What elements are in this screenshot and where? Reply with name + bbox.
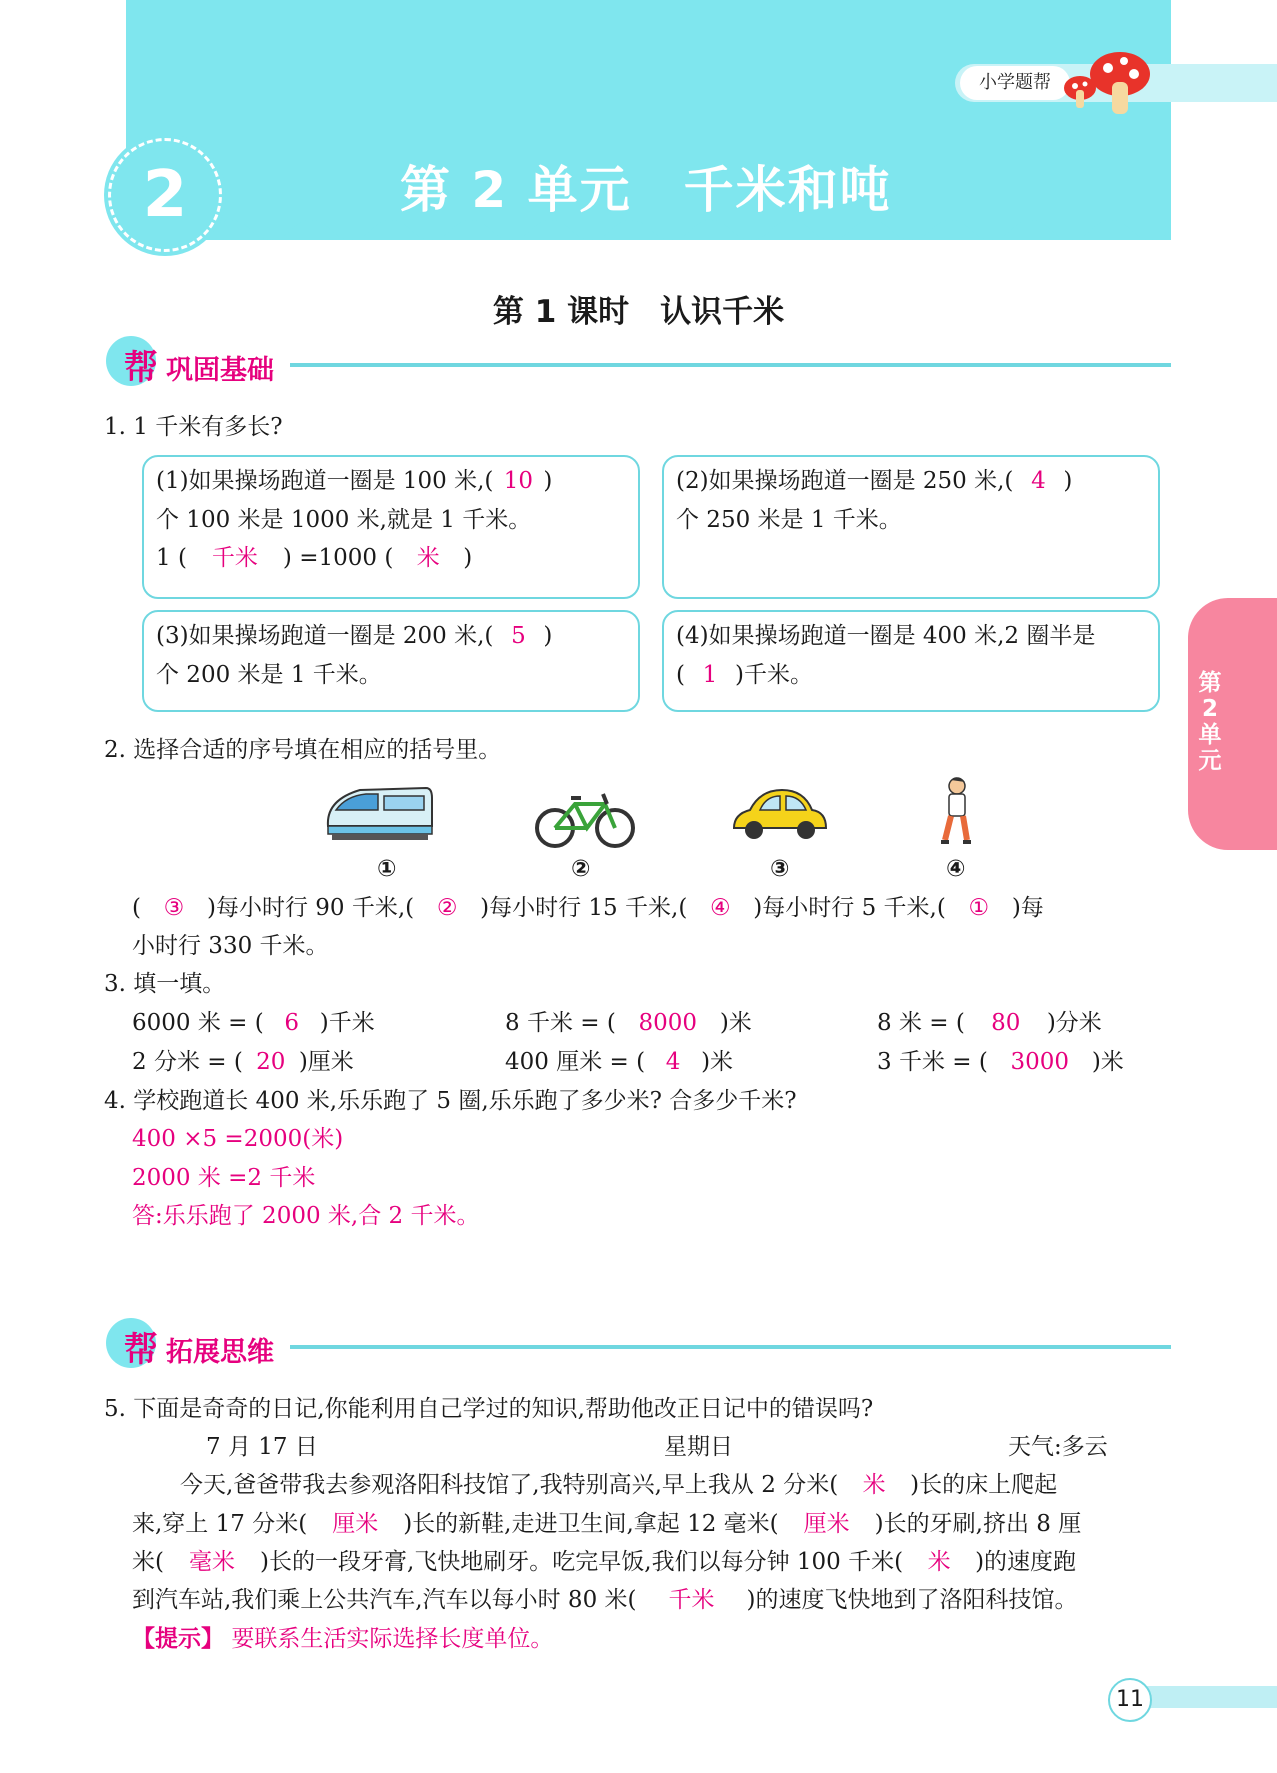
train-icon xyxy=(322,780,434,846)
q4-answer-line-2: 2000 米 =2 千米 xyxy=(132,1165,316,1191)
diary-weather: 天气:多云 xyxy=(1008,1434,1108,1460)
unit-side-tab-label: 第2单元 xyxy=(1198,670,1222,774)
answer: ② xyxy=(436,895,458,921)
lesson-title: 第 1 课时 认识千米 xyxy=(492,294,785,330)
diary-line-4: 到汽车站,我们乘上公共汽车,汽车以每小时 80 米( 千米 )的速度飞快地到了洛阳科技馆。 xyxy=(132,1587,1078,1613)
option-label-2: ② xyxy=(571,856,591,882)
section-divider xyxy=(290,363,1171,367)
answer: 4 xyxy=(665,1049,681,1075)
question-2-stem: 2. 选择合适的序号填在相应的括号里。 xyxy=(104,737,502,763)
answer: 20 xyxy=(256,1049,286,1075)
bicycle-icon xyxy=(535,780,635,850)
section-bang-icon: 帮 xyxy=(124,348,158,388)
q2-answer-line-1: ( ③ )每小时行 90 千米,( ② )每小时行 15 千米,( ④ )每小时行 5 千米,( ① )每 xyxy=(132,895,1044,921)
answer: 米 xyxy=(416,545,440,571)
q1-box-4-line-2: ( 1 )千米。 xyxy=(676,662,813,688)
walking-person-icon xyxy=(935,776,979,848)
section-divider xyxy=(290,1345,1171,1349)
q2-answer-line-2: 小时行 330 千米。 xyxy=(132,933,329,959)
page-number: 11 xyxy=(1108,1678,1152,1722)
answer: 毫米 xyxy=(188,1549,235,1575)
diary-weekday: 星期日 xyxy=(664,1434,733,1460)
question-1-stem: 1. 1 千米有多长? xyxy=(104,414,283,440)
diary-line-2: 来,穿上 17 分米( 厘米 )长的新鞋,走进卫生间,拿起 12 毫米( 厘米 )长的牙刷,挤出 8 厘 xyxy=(132,1511,1082,1537)
q1-box-4-line-1: (4)如果操场跑道一圈是 400 米,2 圈半是 xyxy=(676,623,1096,649)
question-5-stem: 5. 下面是奇奇的日记,你能利用自己学过的知识,帮助他改正日记中的错误吗? xyxy=(104,1396,874,1422)
q4-answer-line-1: 400 ×5 =2000(米) xyxy=(132,1126,344,1152)
unit-number: 2 xyxy=(142,158,188,232)
diary-date: 7 月 17 日 xyxy=(206,1434,318,1460)
answer: 10 xyxy=(503,468,534,494)
answer: 8000 xyxy=(638,1010,698,1036)
answer: 80 xyxy=(991,1010,1021,1036)
unit-title: 第 2 单元 千米和吨 xyxy=(400,161,892,219)
section-bang-icon: 帮 xyxy=(124,1330,158,1370)
answer: 1 xyxy=(702,662,718,688)
q3-item-6: 3 千米 = ( 3000 )米 xyxy=(877,1049,1124,1075)
q3-item-5: 400 厘米 = ( 4 )米 xyxy=(505,1049,734,1075)
q4-answer-line-3: 答:乐乐跑了 2000 米,合 2 千米。 xyxy=(132,1203,480,1229)
answer: ④ xyxy=(709,895,731,921)
answer: 米 xyxy=(927,1549,951,1575)
answer: ① xyxy=(968,895,990,921)
mushroom-icon xyxy=(1060,46,1156,116)
answer: 千米 xyxy=(211,545,258,571)
section-heading-extension: 拓展思维 xyxy=(166,1337,274,1368)
q3-item-2: 8 千米 = ( 8000 )米 xyxy=(505,1010,752,1036)
answer: 厘米 xyxy=(332,1511,379,1537)
hint: 【提示】 要联系生活实际选择长度单位。 xyxy=(132,1625,554,1652)
answer: 厘米 xyxy=(803,1511,850,1537)
option-label-1: ① xyxy=(377,856,397,882)
q1-box-1-line-1: (1)如果操场跑道一圈是 100 米,( 10 ) xyxy=(156,468,553,494)
option-label-4: ④ xyxy=(946,856,966,882)
answer: 5 xyxy=(511,623,526,649)
answer: 6 xyxy=(284,1010,300,1036)
answer: ③ xyxy=(163,895,185,921)
q1-box-2-line-1: (2)如果操场跑道一圈是 250 米,( 4 ) xyxy=(676,468,1073,494)
q1-box-3-line-1: (3)如果操场跑道一圈是 200 米,( 5 ) xyxy=(156,623,553,649)
q1-box-1-line-3: 1 ( 千米 ) =1000 ( 米 ) xyxy=(156,545,473,571)
hint-tag: 【提示】 xyxy=(132,1625,224,1652)
answer: 米 xyxy=(862,1472,886,1498)
answer: 3000 xyxy=(1010,1049,1070,1075)
diary-line-3: 米( 毫米 )长的一段牙膏,飞快地刷牙。吃完早饭,我们以每分钟 100 千米( 米 )的速度跑 xyxy=(132,1549,1077,1575)
q1-box-1-line-2: 个 100 米是 1000 米,就是 1 千米。 xyxy=(156,507,532,533)
q3-item-3: 8 米 = ( 80 )分米 xyxy=(877,1010,1102,1036)
car-icon xyxy=(730,784,830,846)
answer: 4 xyxy=(1031,468,1046,494)
question-3-stem: 3. 填一填。 xyxy=(104,971,226,997)
diary-line-1: 今天,爸爸带我去参观洛阳科技馆了,我特别高兴,早上我从 2 分米( 米 )长的床上爬起 xyxy=(180,1472,1058,1498)
option-label-3: ③ xyxy=(770,856,790,882)
section-heading-basics: 巩固基础 xyxy=(166,355,274,386)
answer: 千米 xyxy=(668,1587,715,1613)
question-4-stem: 4. 学校跑道长 400 米,乐乐跑了 5 圈,乐乐跑了多少米? 合多少千米? xyxy=(104,1088,797,1114)
brand-label: 小学题帮 xyxy=(960,66,1070,100)
q3-item-1: 6000 米 = ( 6 )千米 xyxy=(132,1010,375,1036)
q1-box-3-line-2: 个 200 米是 1 千米。 xyxy=(156,662,382,688)
q3-item-4: 2 分米 = ( 20 )厘米 xyxy=(132,1049,354,1075)
q1-box-2-line-2: 个 250 米是 1 千米。 xyxy=(676,507,902,533)
